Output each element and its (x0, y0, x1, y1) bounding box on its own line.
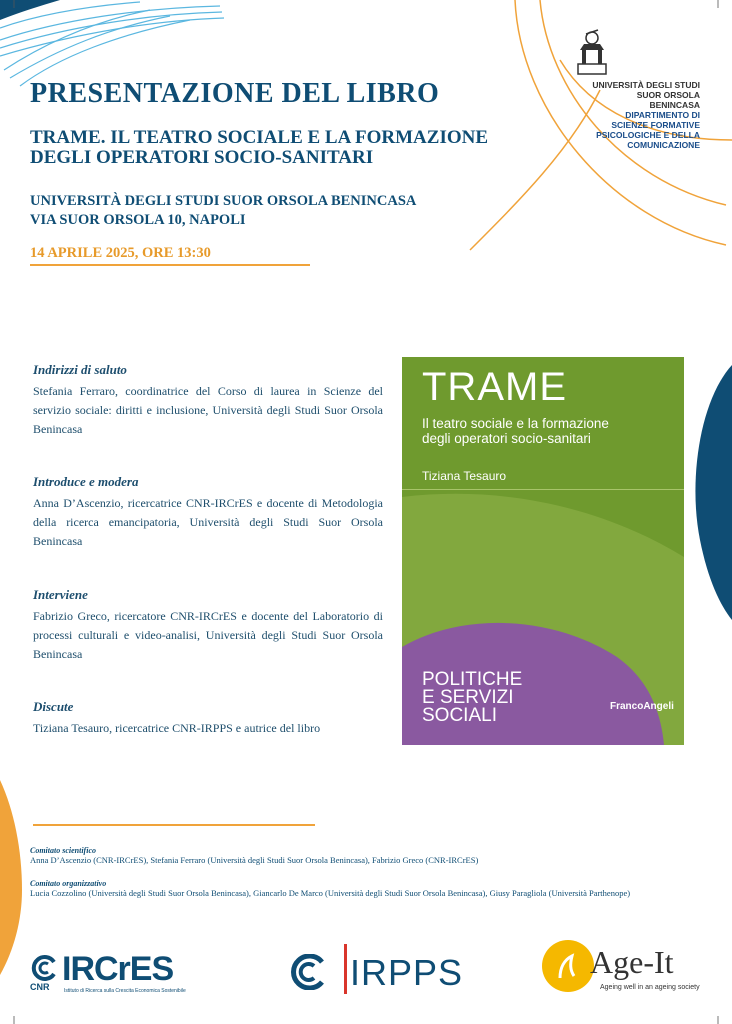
university-emblem-icon (576, 28, 608, 76)
cnr-label: CNR (30, 982, 50, 992)
program-text: Tiziana Tesauro, ricercatrice CNR-IRPPS e autrice del libro (33, 721, 321, 735)
scientific-committee-heading: Comitato scientifico (30, 846, 96, 855)
venue-line1: UNIVERSITÀ DEGLI STUDI SUOR ORSOLA BENINCASA (30, 193, 417, 209)
cover-divider (402, 489, 684, 490)
program-section-moderator (33, 474, 383, 551)
irpps-red-bar (344, 944, 347, 994)
scientific-committee-text: Anna D’Ascenzio (CNR-IRCrES), Stefania Ferraro (Università degli Studi Suor Orsola Benincasa), Fabrizio Greco (CNR-IRCrES) (30, 855, 479, 865)
program-section-discussant (33, 699, 383, 738)
university-name-line3: BENINCASA (649, 100, 700, 110)
ageit-wordmark: Age-It (590, 944, 674, 980)
book-title-line1: TRAME. IL TEATRO SOCIALE E LA FORMAZIONE (30, 127, 489, 148)
program-section-speaker (33, 587, 383, 664)
department-line4: COMUNICAZIONE (627, 140, 700, 150)
ircres-wordmark: IRCrES (62, 950, 174, 988)
university-name-line2: SUOR ORSOLA (636, 90, 700, 100)
ircres-logo (30, 950, 210, 1000)
university-logo (572, 28, 704, 152)
book-title-line2: DEGLI OPERATORI SOCIO-SANITARI (30, 147, 374, 168)
university-name-line1: UNIVERSITÀ DEGLI STUDI (592, 80, 700, 90)
book-cover (402, 357, 684, 745)
department-line2: SCIENZE FORMATIVE (611, 120, 700, 130)
venue-line2: VIA SUOR ORSOLA 10, NAPOLI (30, 212, 246, 228)
cover-series-line3: SOCIALI (422, 705, 497, 726)
cover-subtitle (422, 416, 672, 446)
venue (30, 192, 416, 230)
ircres-caption: Istituto di Ricerca sulla Crescita Economica Sostenibile (64, 988, 186, 994)
program-text: Fabrizio Greco, ricercatore CNR-IRCrES e docente del Laboratorio di processi culturali e video-analisi, Università degli Studi Suor Orsola Benincasa (33, 609, 383, 661)
organizing-committee-text: Lucia Cozzolino (Università degli Studi Suor Orsola Benincasa), Giancarlo De Marco (Università degli Studi Suor Orsola Benincasa), Giusy Paragliola (Università Parthenope) (30, 888, 631, 898)
cover-series-line1: POLITICHE (422, 669, 523, 690)
irpps-logo (288, 942, 464, 998)
cover-subtitle-line1: Il teatro sociale e la formazione (422, 416, 609, 431)
department-line1: DIPARTIMENTO DI (625, 110, 700, 120)
cover-publisher: FrancoAngeli (610, 701, 674, 712)
cover-author: Tiziana Tesauro (422, 469, 507, 483)
cover-series-line2: E SERVIZI (422, 687, 514, 708)
organizing-committee (30, 879, 725, 899)
cnr-emblem-icon (288, 954, 328, 990)
department-line3: PSICOLOGICHE E DELLA (596, 130, 700, 140)
cnr-emblem-icon (30, 954, 58, 982)
ageit-sun-icon (540, 938, 596, 994)
irpps-wordmark: IRPPS (350, 952, 464, 993)
date-divider (30, 264, 310, 266)
program-heading: Indirizzi di saluto (33, 362, 127, 377)
program-heading: Interviene (33, 587, 88, 602)
book-title (30, 128, 570, 168)
scientific-committee (30, 846, 720, 866)
cover-subtitle-line2: degli operatori socio-sanitari (422, 431, 591, 446)
committee-divider (33, 824, 315, 826)
ageit-tagline: Ageing well in an ageing society (600, 984, 700, 991)
program-section-greetings (33, 362, 383, 439)
program-heading: Discute (33, 699, 74, 714)
organizing-committee-heading: Comitato organizzativo (30, 879, 107, 888)
program-text: Stefania Ferraro, coordinatrice del Corso di laurea in Scienze del servizio sociale: diritti e inclusione, Università degli Studi Suor Orsola Benincasa (33, 384, 383, 436)
event-date: 14 APRILE 2025, ORE 13:30 (30, 245, 211, 261)
program-heading: Introduce e modera (33, 474, 139, 489)
cover-series (422, 671, 522, 725)
ageit-logo (540, 936, 710, 1000)
program-text: Anna D’Ascenzio, ricercatrice CNR-IRCrES e docente di Metodologia della ricerca emancipatoria, Università degli Studi Suor Orsola Benincasa (33, 496, 383, 548)
page-title: PRESENTAZIONE DEL LIBRO (30, 78, 440, 109)
cover-title: TRAME (422, 365, 567, 409)
